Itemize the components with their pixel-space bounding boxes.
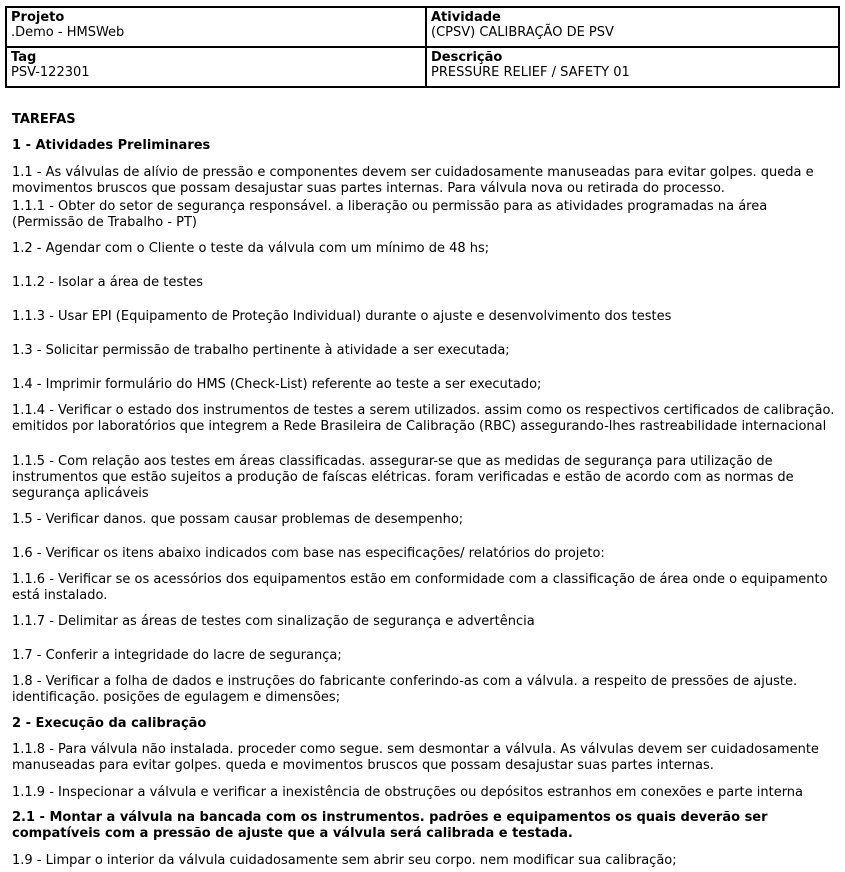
task-item: 1.1.1 - Obter do setor de segurança responsável. a liberação ou permissão para as atividades programadas na área (Permissão de Trabalho - PT) — [12, 199, 768, 230]
task-item-bold: 2.1 - Montar a válvula na bancada com os instrumentos. padrões e equipamentos os quais deverão ser compatíveis com a pressão de ajuste que a válvula será calibrada e testada. — [12, 810, 768, 841]
tag-cell — [6, 47, 426, 87]
description-value: PRESSURE RELIEF / SAFETY 01 — [431, 65, 630, 80]
task-item: 1.1.2 - Isolar a área de testes — [12, 275, 203, 290]
section-1-title: 1 - Atividades Preliminares — [12, 138, 211, 153]
task-item: 1.1.5 - Com relação aos testes em áreas classificadas. assegurar-se que as medidas de segurança para utilização de instrumentos que estão sujeitos a produção de faíscas elétricas. foram verificadas e estão de acordo com as normas de segurança aplicáveis — [12, 454, 794, 501]
section-2-title: 2 - Execução da calibração — [12, 716, 207, 731]
description-label: Descrição — [431, 50, 503, 65]
project-label: Projeto — [11, 10, 65, 25]
task-item: 1.1.3 - Usar EPI (Equipamento de Proteção Individual) durante o ajuste e desenvolvimento dos testes — [12, 309, 672, 324]
task-item: 1.1.7 - Delimitar as áreas de testes com sinalização de segurança e advertência — [12, 614, 535, 629]
task-item: 1.1.8 - Para válvula não instalada. proceder como segue. sem desmontar a válvula. As válvulas devem ser cuidadosamente manuseadas para evitar golpes. queda e movimentos bruscos que possam desajustar suas partes internas. — [12, 742, 819, 773]
description-cell — [426, 47, 839, 87]
task-item: 1.7 - Conferir a integridade do lacre de segurança; — [12, 648, 342, 663]
task-item: 1.9 - Limpar o interior da válvula cuidadosamente sem abrir seu corpo. nem modificar sua calibração; — [12, 853, 677, 868]
project-value: .Demo - HMSWeb — [11, 25, 125, 40]
activity-value: (CPSV) CALIBRAÇÃO DE PSV — [431, 25, 614, 40]
task-item: 1.1.6 - Verificar se os acessórios dos equipamentos estão em conformidade com a classificação de área onde o equipamento está instalado. — [12, 572, 828, 603]
task-item: 1.3 - Solicitar permissão de trabalho pertinente à atividade a ser executada; — [12, 343, 510, 358]
header-table — [5, 6, 840, 88]
task-item: 1.1.9 - Inspecionar a válvula e verificar a inexistência de obstruções ou depósitos estranhos em conexões e parte interna — [12, 785, 804, 800]
tasks-title: TAREFAS — [12, 112, 76, 127]
task-item: 1.8 - Verificar a folha de dados e instruções do fabricante conferindo-as com a válvula. a respeito de pressões de ajuste. identificação. posições de egulagem e dimensões; — [12, 674, 798, 705]
project-cell — [6, 7, 426, 47]
task-item: 1.1 - As válvulas de alívio de pressão e componentes devem ser cuidadosamente manuseadas para evitar golpes. queda e movimentos bruscos que possam desajustar suas partes internas. Para válvula nova ou retirada do processo. — [12, 165, 814, 196]
task-item: 1.5 - Verificar danos. que possam causar problemas de desempenho; — [12, 512, 464, 527]
tag-label: Tag — [11, 50, 37, 65]
task-item: 1.2 - Agendar com o Cliente o teste da válvula com um mínimo de 48 hs; — [12, 241, 490, 256]
activity-label: Atividade — [431, 10, 501, 25]
task-item: 1.1.4 - Verificar o estado dos instrumentos de testes a serem utilizados. assim como os respectivos certificados de calibração. emitidos por laboratórios que integrem a Rede Brasileira de Calibração (RBC) assegurando-lhes rastreabilidade internacional — [12, 403, 835, 434]
tag-value: PSV-122301 — [11, 65, 90, 80]
activity-cell — [426, 7, 839, 47]
task-item: 1.4 - Imprimir formulário do HMS (Check-List) referente ao teste a ser executado; — [12, 377, 542, 392]
task-item: 1.6 - Verificar os itens abaixo indicados com base nas especificações/ relatórios do projeto: — [12, 546, 605, 561]
